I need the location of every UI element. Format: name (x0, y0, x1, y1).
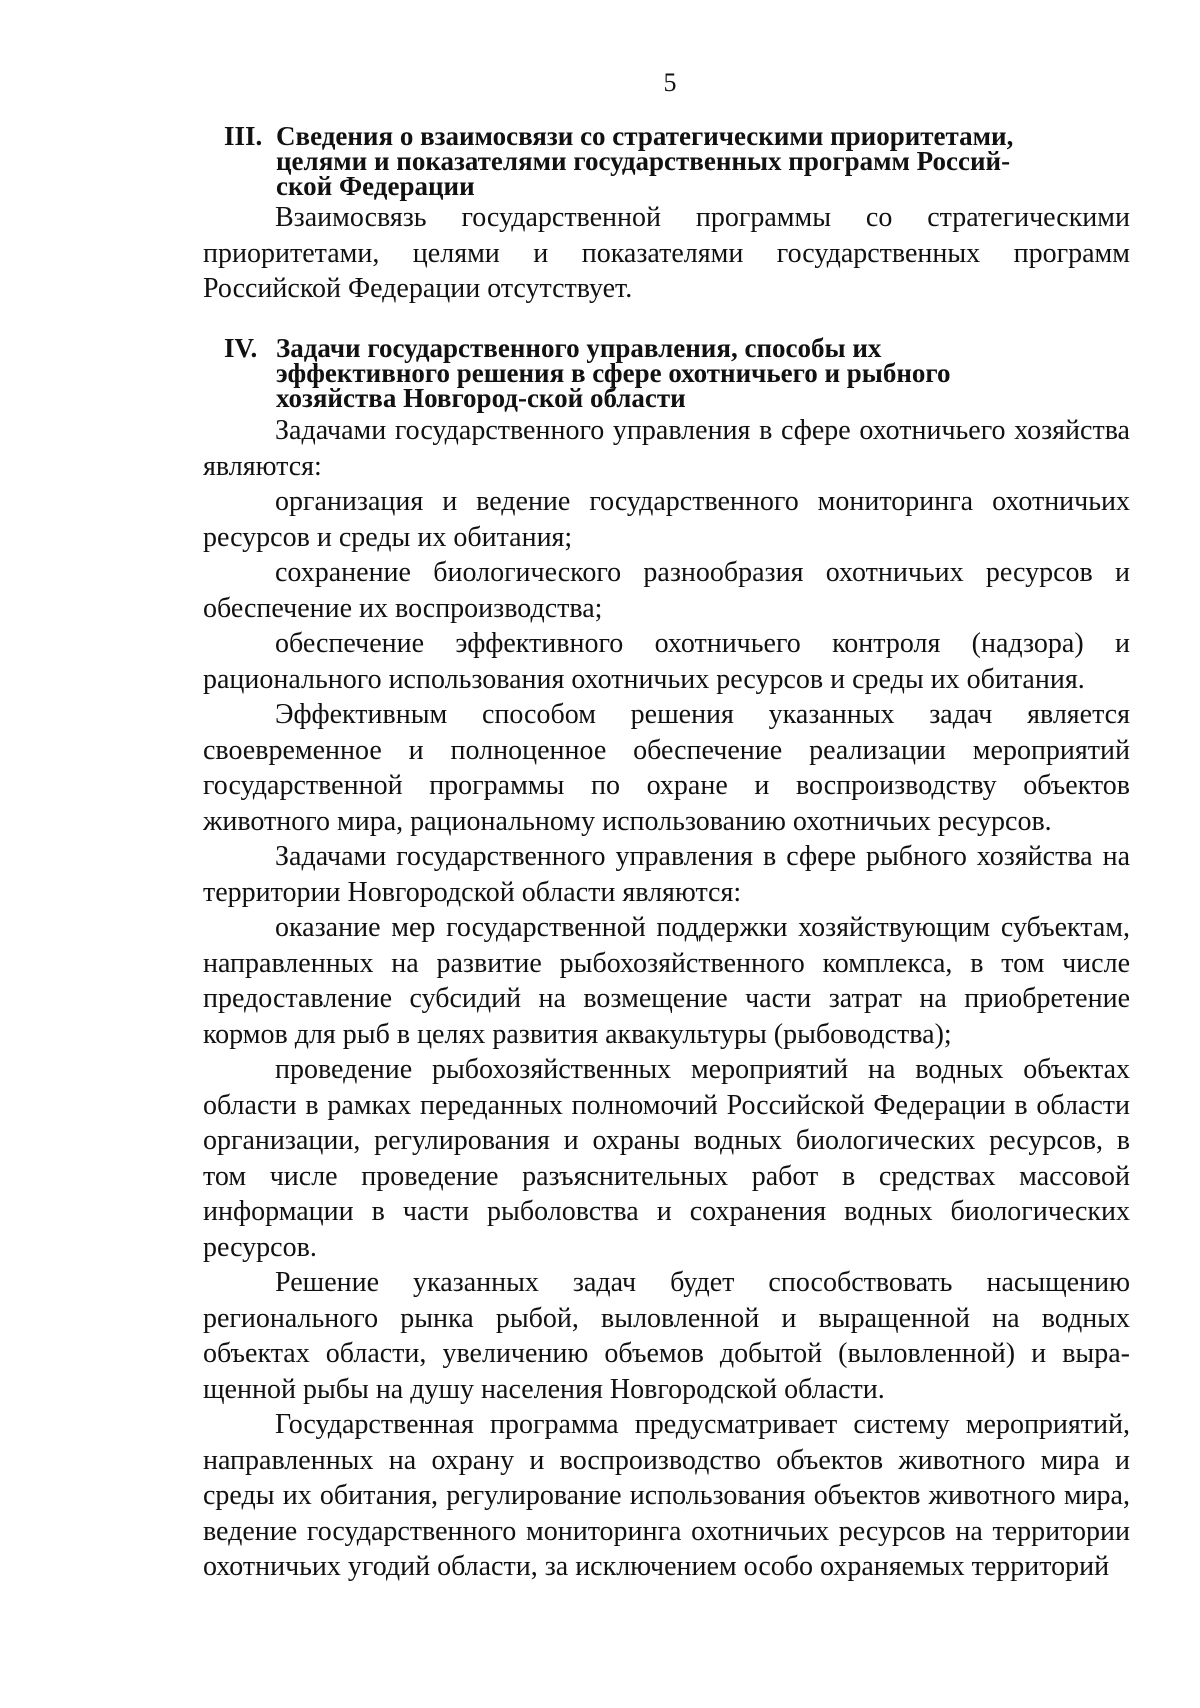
section-4-numeral: IV. (224, 333, 258, 363)
section-4-paragraph: оказание мер государственной поддержки хозяйствующим субъектам, направленных на развитие рыбохозяйственного комплекса, в том числе предоставление субсидий на возмещение части затрат на приобретение кормов для рыб в целях развития аквакультуры (рыбоводства); (203, 912, 1130, 1050)
section-4-paragraph: Эффективным способом решения указанных задач является своевременное и полноценное обеспечение реализации мероприятий государственной программы по охране и воспроизводству объектов животного мира, рациональному использованию охотничьих ресурсов. (203, 699, 1130, 837)
section-4-paragraph: обеспечение эффективного охотничьего контроля (надзора) и рационального использования охотничьих ресурсов и среды их обитания. (203, 628, 1130, 695)
section-3-paragraph: Взаимосвязь государственной программы со стратегическими приоритетами, целями и показателями государственных программ Российской Федерации отсутствует. (203, 202, 1130, 304)
section-4-heading (224, 333, 1054, 413)
section-4-title: Задачи государственного управления, способы их эффективного решения в сфере охотничьего и рыбного хозяйства Новгород-ской области (276, 333, 951, 413)
section-4-paragraph: Государственная программа предусматривает систему мероприятий, направленных на охрану и воспроизводство объектов животного мира и среды их обитания, регулирование использования объектов животного мира, ведение государственного мониторинга охотничьих ресурсов на территории охотничьих угодий области, за исключением особо охраняемых территорий (203, 1409, 1130, 1582)
section-3-heading (224, 121, 1054, 201)
section-4-body (203, 413, 1130, 1585)
section-4-paragraph: Задачами государственного управления в сфере охотничьего хозяйства являются: (203, 415, 1130, 482)
section-4-paragraph: сохранение биологического разнообразия охотничьих ресурсов и обеспечение их воспроизводства; (203, 557, 1130, 624)
section-3-title: Сведения о взаимосвязи со стратегическими приоритетами, целями и показателями государственных программ Россий-ской Федерации (276, 121, 1014, 201)
section-4-paragraph: Решение указанных задач будет способствовать насыщению регионального рынка рыбой, выловленной и выращенной на водных объектах области, увеличению объемов добытой (выловленной) и выра-щенной рыбы на душу населения Новгородской области. (203, 1267, 1130, 1405)
section-4-paragraph: Задачами государственного управления в сфере рыбного хозяйства на территории Новгородской области являются: (203, 841, 1130, 908)
section-4-paragraph: организация и ведение государственного мониторинга охотничьих ресурсов и среды их обитания; (203, 486, 1130, 553)
section-3-numeral: III. (224, 121, 263, 151)
page-number: 5 (663, 68, 677, 97)
section-4-paragraph: проведение рыбохозяйственных мероприятий на водных объектах области в рамках переданных полномочий Российской Федерации в области организации, регулирования и охраны водных биологических ресурсов, в том числе проведение разъяснительных работ в средствах массовой информации в части рыболовства и сохранения водных биологических ресурсов. (203, 1054, 1130, 1263)
section-3-body (203, 200, 1130, 307)
